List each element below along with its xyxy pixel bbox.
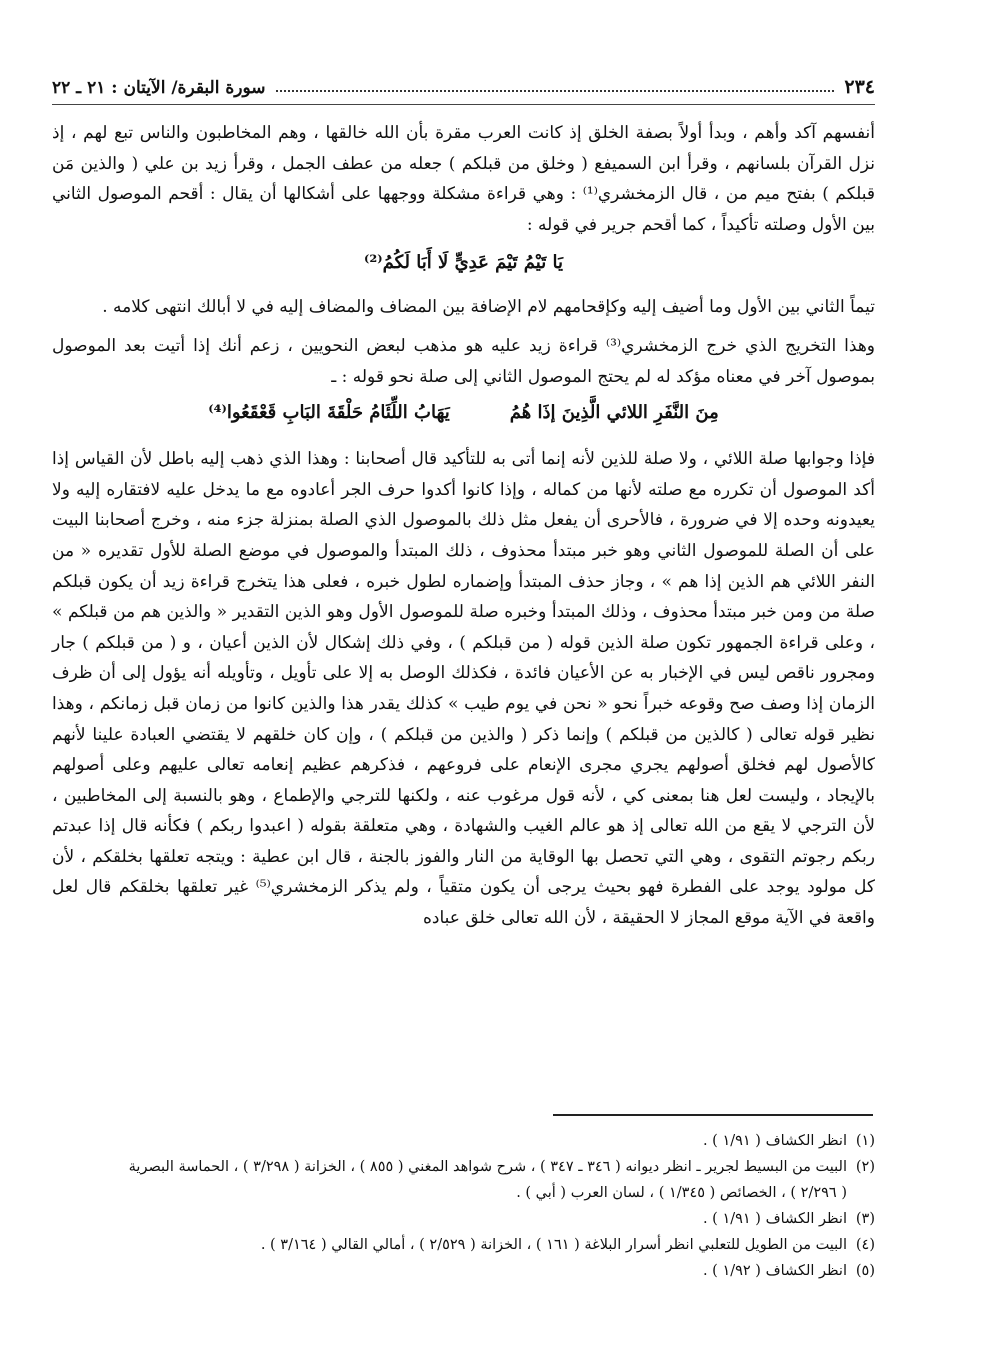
verse-2 xyxy=(52,396,875,430)
footnote-number: (٤) xyxy=(855,1237,875,1253)
footnote-1 xyxy=(52,1128,875,1154)
running-header xyxy=(52,66,875,100)
page-number: ٢٣٤ xyxy=(844,76,875,98)
footnote-text: انظر الكشاف ( ١/٩١ ) . xyxy=(702,1133,847,1149)
footnote-number: (٣) xyxy=(855,1211,875,1227)
footnote-text: ( ٢/٢٩٦ ) ، الخصائص ( ١/٣٤٥ ) ، لسان العرب ( أبي ) . xyxy=(516,1185,847,1201)
paragraph-1: أنفسهم آكد وأهم ، وبدأ أولاً بصفة الخلق إذ كانت العرب مقرة بأن الله خالقها ، وهم المخاطبون والناس تبع لهم ، إذ نزل القرآن بلسانهم ، وقرأ ابن السميفع ( وخلق من قبلكم ) جعله من عطف الجمل ، وقرأ زيد بن علي ( والذين مَن قبلكم ) بفتح ميم من ، قال الزمخشري⁽¹⁾ : وهي قراءة مشكلة ووجهها على أشكالها أن يقال : أقحم الموصول الثاني بين الأول وصلته تأكيداً ، كما أقحم جرير في قوله : xyxy=(52,123,875,235)
footnote-5 xyxy=(52,1258,875,1284)
footnote-text: البيت من البسيط لجرير ـ انظر ديوانه ( ٣٤٦ ـ ٣٤٧ ) ، شرح شواهد المغني ( ٨٥٥ ) ، الخزانة ( ٣/٢٩٨ ) ، الحماسة البصرية xyxy=(128,1159,847,1175)
footnote-number: (١) xyxy=(855,1133,875,1149)
footnote-text: انظر الكشاف ( ١/٩١ ) . xyxy=(702,1211,847,1227)
main-text xyxy=(52,118,875,934)
verse-1: يَا تَيْمُ تَيْمَ عَدِيٍّ لَا أَبَا لَكُمُ⁽²⁾ xyxy=(363,252,563,274)
footnote-4 xyxy=(52,1232,875,1258)
footnote-2 xyxy=(52,1154,875,1180)
footnote-3 xyxy=(52,1206,875,1232)
footnote-separator xyxy=(553,1114,873,1116)
footnote-text: انظر الكشاف ( ١/٩٢ ) . xyxy=(702,1263,847,1279)
verse-2-first-hemistich: مِنَ النَّفَرِ اللائي الَّذِينَ إذَا هُمُ xyxy=(509,402,719,424)
verse-2-second-hemistich: يَهَابُ اللِّئَامُ حَلْقَةَ البَابِ قَعْقَعُوا⁽⁴⁾ xyxy=(208,402,450,424)
footnote-2-continuation xyxy=(52,1180,875,1206)
header-title: سورة البقرة/ الآيتان : ٢١ ـ ٢٢ xyxy=(52,78,266,98)
footnotes xyxy=(52,1128,875,1284)
paragraph-4: فإذا وجوابها صلة اللائي ، ولا صلة للذين لأنه إنما أتى به للتأكيد قال أصحابنا : وهذا الذي ذهب إليه باطل لأن القياس إذا أكد الموصول أن تكرره مع صلته لأنها من كماله ، وإذا كانوا أكدوا حرف الجر أعادوه مع ما يدخل عليه لافتقاره إليه ولا يعيدونه وحده إلا في ضرورة ، فالأحرى أن يفعل مثل ذلك بالموصول الذي الصلة بمنزلة جزء منه ، وخرج أصحابنا البيت على أن الصلة للموصول الثاني وهو خبر مبتدأ محذوف ، ذلك المبتدأ والموصول في موضع الصلة للأول تقديره « من النفر اللائي هم الذين إذا هم » ، وجاز حذف المبتدأ وإضماره لطول خبره ، فعلى هذا يتخرج قراءة زيد أن يكون قبلكم صلة من ومن خبر مبتدأ محذوف ، وذلك المبتدأ وخبره صلة للموصول الأول وهو الذين التقدير « والذين هم من قبلكم » ، وعلى قراءة الجمهور تكون صلة الذين قوله ( من قبلكم ) ، وفي ذلك إشكال لأن الذين أعيان ، و ( من قبلكم ) جار ومجرور ناقص ليس في الإخبار به عن الأعيان فائدة ، فكذلك الوصل به إلا على تأويل ، وتأويله أنه يؤول إلى أن ظرف الزمان إذا وصف صح وقوعه خبراً نحو « نحن في يوم طيب » كذلك يقدر هذا والذين كانوا من زمان قبل زمانكم ، وهذا نظير قوله تعالى ( كالذين من قبلكم ) وإنما ذكر ( والذين من قبلكم ) ، وإن كان خلقهم لا يقتضي العبادة علينا لأنهم كالأصول لهم فخلق أصولهم يجري مجرى الإنعام على فروعهم ، فذكرهم عظيم إنعامه تعالى عليهم وعلى أصولهم بالإيجاد ، وليست لعل هنا بمعنى كي ، لأنه قول مرغوب عنه ، ولكنها للترجي والإطماع ، وهو بالنسبة إلى المخاطبين ، لأن الترجي لا يقع من الله تعالى إذ هو عالم الغيب والشهادة ، وهي متعلقة بقوله ( اعبدوا ربكم ) فكأنه قال إذا عبدتم ربكم رجوتم التقوى ، وهي التي تحصل بها الوقاية من النار والفوز بالجنة ، قال ابن عطية : ويتجه تعلقها بخلقكم ، لأن كل مولود يوجد على الفطرة فهو بحيث يرجى أن يكون متقياً ، ولم يذكر الزمخشري⁽⁵⁾ غير تعلقها بخلقكم قال لعل واقعة في الآية موقع المجاز لا الحقيقة ، لأن الله تعالى خلق عباده xyxy=(52,449,875,929)
header-rule xyxy=(52,104,875,105)
footnote-number: (٥) xyxy=(855,1263,875,1279)
footnote-number: (٢) xyxy=(855,1159,875,1175)
paragraph-3: وهذا التخريج الذي خرج الزمخشري⁽³⁾ قراءة زيد عليه هو مذهب لبعض النحويين ، زعم أنك إذا أتيت بعد الموصول بموصول آخر في معناه مؤكد له لم يحتج الموصول الثاني إلى صلة نحو قوله : ـ xyxy=(52,335,875,387)
dotted-leader xyxy=(276,90,835,92)
paragraph-2: تيماً الثاني بين الأول وما أضيف إليه وكإقحامهم لام الإضافة بين المضاف والمضاف إليه في لا أبالك انتهى كلامه . xyxy=(102,297,875,318)
footnote-text: البيت من الطويل للتعلبي انظر أسرار البلاغة ( ١٦١ ) ، الخزانة ( ٢/٥٢٩ ) ، أمالي القالي ( ٣/١٦٤ ) . xyxy=(260,1237,847,1253)
